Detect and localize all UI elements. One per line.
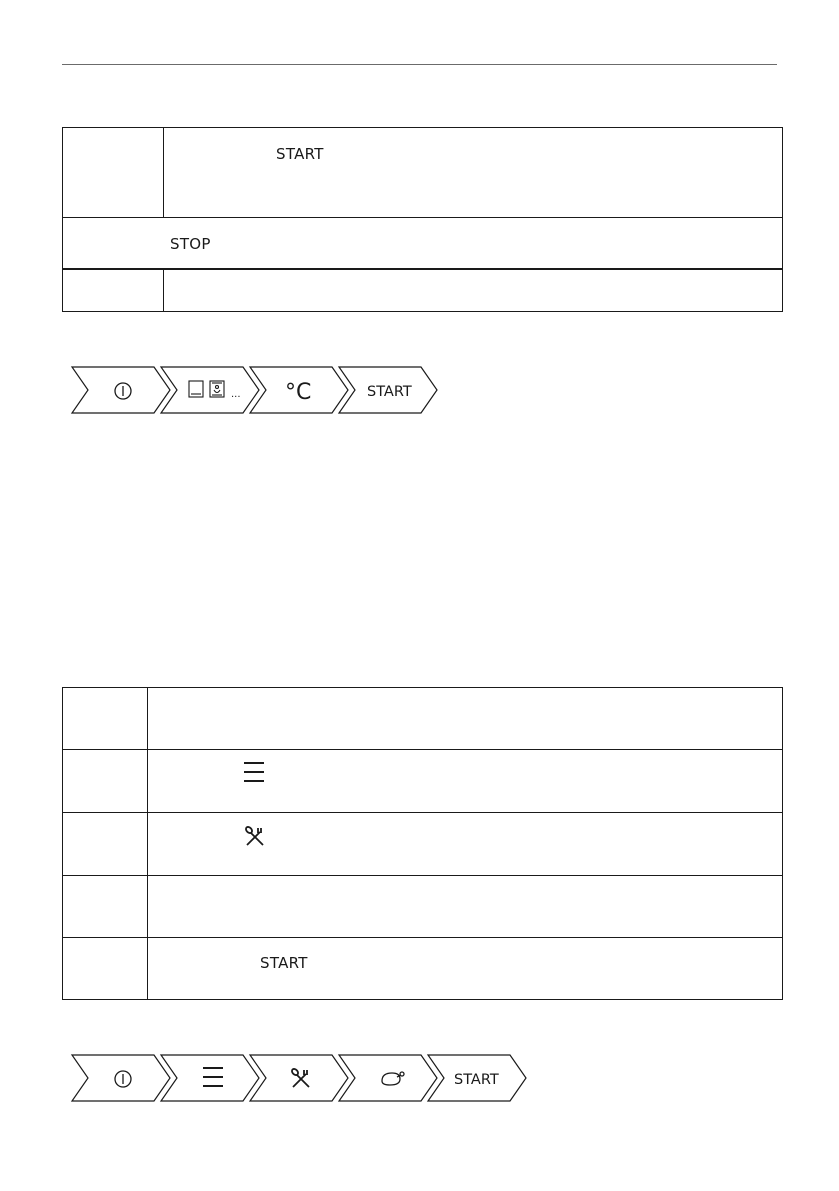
step-power [72,1055,170,1101]
step-power [72,367,170,413]
start-step-label: START [367,384,412,400]
instruction-cell [148,813,783,876]
table-row [63,688,783,750]
step-cell [63,813,148,876]
instruction-table-1 [62,127,783,312]
menu-icon [203,1068,223,1086]
table-row [63,750,783,813]
control-sequence-1 [70,365,440,419]
cutlery-icon [243,825,267,849]
control-sequence-2 [70,1053,530,1107]
table-row [63,876,783,938]
step-cell [63,128,164,218]
start-label: START [276,145,324,163]
food-category-icon [382,1072,404,1085]
table-row [63,128,783,218]
power-icon [115,1071,131,1087]
instruction-cell [148,750,783,813]
cutlery-icon [291,1068,309,1087]
more-functions-text: ... [231,389,241,400]
step-cell [63,750,148,813]
header-rule [62,64,777,65]
menu-icon [242,760,266,784]
instruction-cell [148,688,783,750]
instruction-cell [63,218,783,270]
step-cell [63,876,148,938]
power-icon [115,383,131,399]
step-cell [63,688,148,750]
start-label: START [260,954,308,972]
instruction-cell [164,269,783,311]
instruction-cell [148,938,783,1000]
start-step-label: START [454,1072,499,1088]
table-row [63,218,783,270]
table-row [63,813,783,876]
instruction-cell [164,128,783,218]
table-row [63,269,783,311]
oven-functions-icon [189,381,224,397]
step-cell [63,938,148,1000]
instruction-table-2 [62,687,783,1000]
table-row [63,938,783,1000]
stop-label: STOP [170,235,211,253]
celsius-icon: °C [285,380,312,405]
instruction-cell [148,876,783,938]
step-cell [63,269,164,311]
step-food-category [339,1055,437,1101]
